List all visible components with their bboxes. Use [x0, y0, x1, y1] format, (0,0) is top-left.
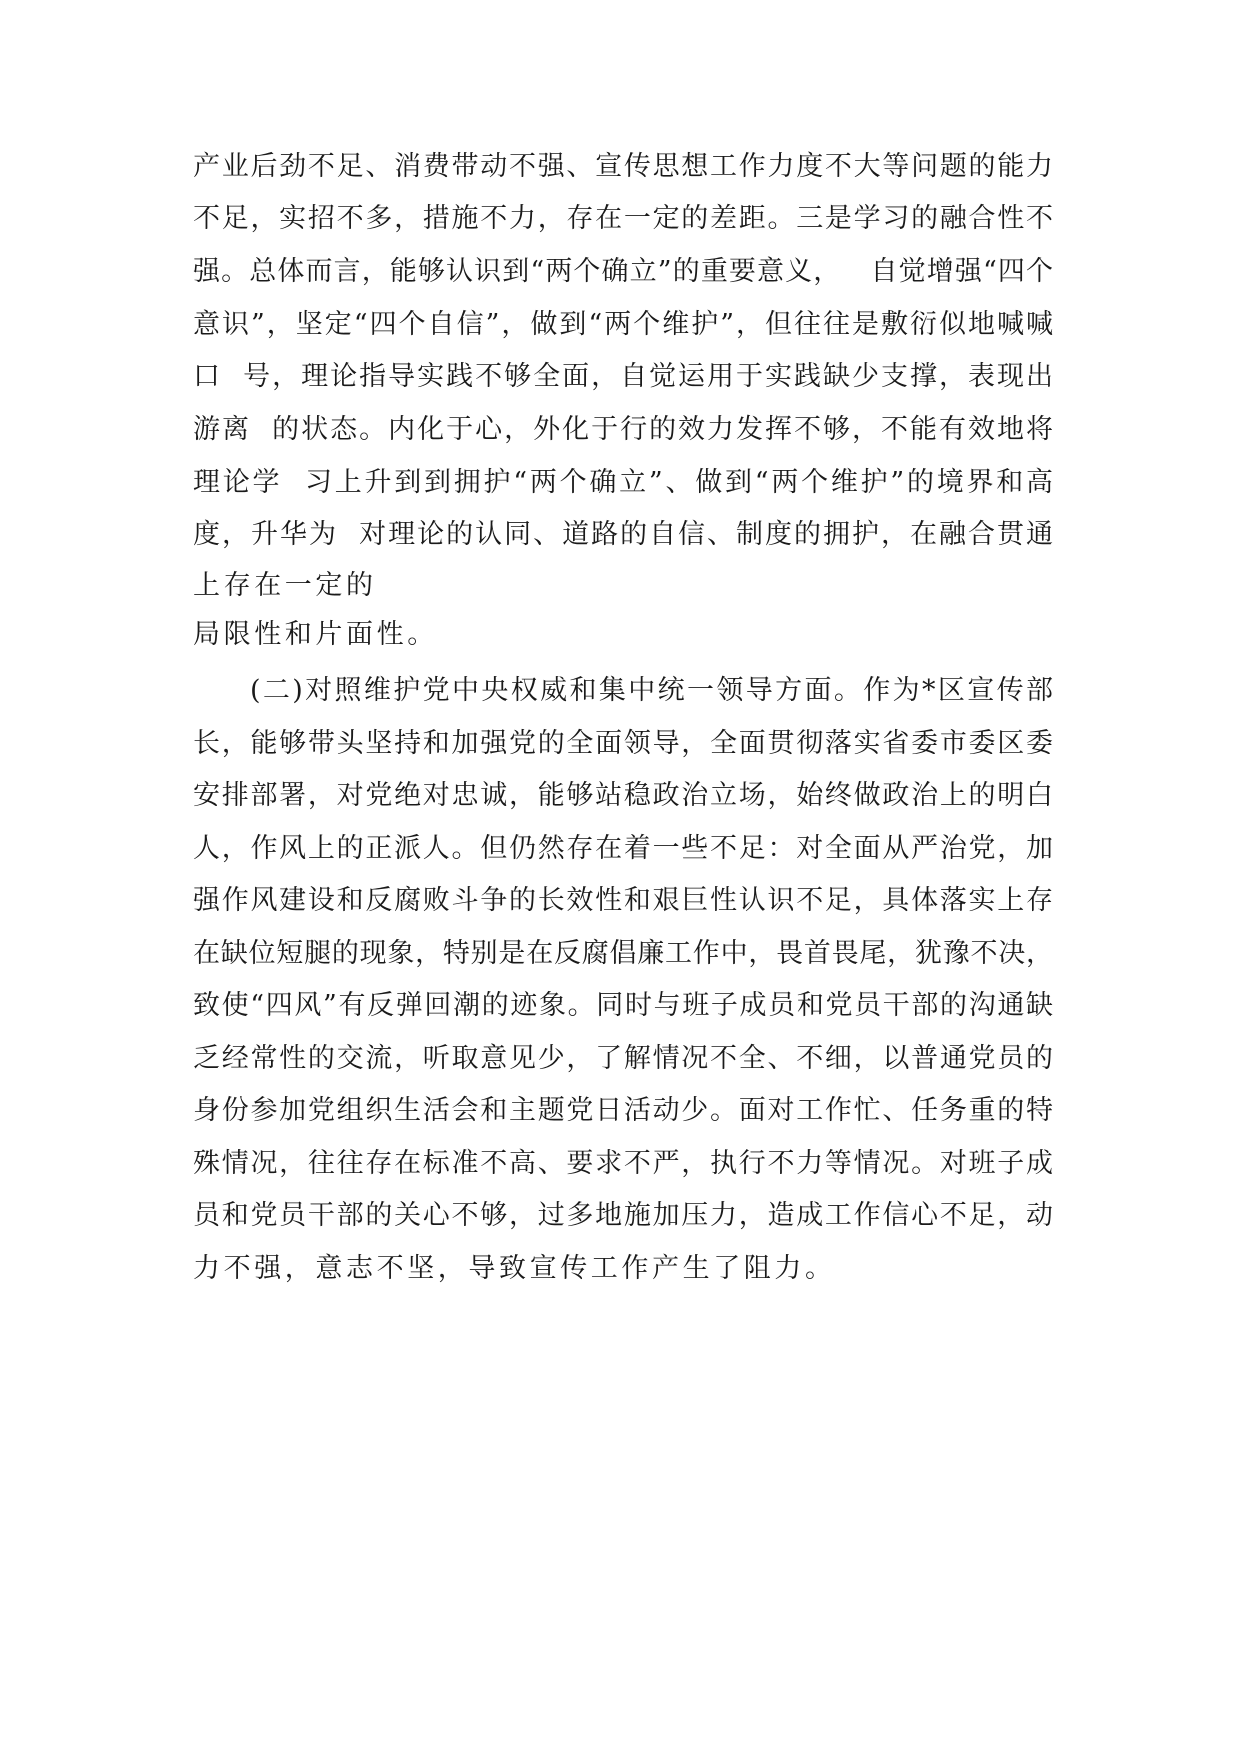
- text-line: 局限性和片面性。: [193, 619, 438, 650]
- text-line: 乏经常性的交流，听取意见少，了解情况不全、不细，以普通党员的: [193, 1043, 1053, 1074]
- text-line: 游离 的状态。内化于心，外化于行的效力发挥不够，不能有效地将: [193, 414, 1053, 445]
- text-line: 不足，实招不多，措施不力，存在一定的差距。三是学习的融合性不: [193, 203, 1053, 234]
- text-line: 力不强，意志不坚，导致宣传工作产生了阻力。: [193, 1253, 836, 1284]
- text-line: 上存在一定的: [193, 570, 377, 601]
- text-line: 度，升华为 对理论的认同、道路的自信、制度的拥护，在融合贯通: [193, 519, 1053, 550]
- text-line: 意识”，坚定“四个自信”，做到“两个维护”，但往往是敷衍似地喊喊: [193, 309, 1053, 340]
- text-line: 强。总体而言，能够认识到“两个确立”的重要意义， 自觉增强“四个: [193, 256, 1053, 287]
- text-line: 安排部署，对党绝对忠诚，能够站稳政治立场，始终做政治上的明白: [193, 780, 1053, 811]
- text-line: 殊情况，往往存在标准不高、要求不严，执行不力等情况。对班子成: [193, 1148, 1053, 1179]
- text-line: 强作风建设和反腐败斗争的长效性和艰巨性认识不足，具体落实上存: [193, 885, 1053, 916]
- text-line: 长，能够带头坚持和加强党的全面领导，全面贯彻落实省委市委区委: [193, 728, 1053, 759]
- text-line: 理论学 习上升到到拥护“两个确立”、做到“两个维护”的境界和高: [193, 467, 1053, 498]
- text-line: 身份参加党组织生活会和主题党日活动少。面对工作忙、任务重的特: [193, 1095, 1053, 1126]
- text-line: 产业后劲不足、消费带动不强、宣传思想工作力度不大等问题的能力: [193, 151, 1053, 182]
- text-line: 员和党员干部的关心不够，过多地施加压力，造成工作信心不足，动: [193, 1200, 1053, 1231]
- text-line: 口 号，理论指导实践不够全面，自觉运用于实践缺少支撑，表现出: [193, 361, 1053, 392]
- section-heading-line: (二)对照维护党中央权威和集中统一领导方面。作为*区宣传部: [250, 675, 1053, 706]
- text-line: 在缺位短腿的现象，特别是在反腐倡廉工作中，畏首畏尾，犹豫不决，: [193, 938, 1053, 969]
- text-line: 人，作风上的正派人。但仍然存在着一些不足：对全面从严治党，加: [193, 833, 1053, 864]
- text-line: 致使“四风”有反弹回潮的迹象。同时与班子成员和党员干部的沟通缺: [193, 990, 1053, 1021]
